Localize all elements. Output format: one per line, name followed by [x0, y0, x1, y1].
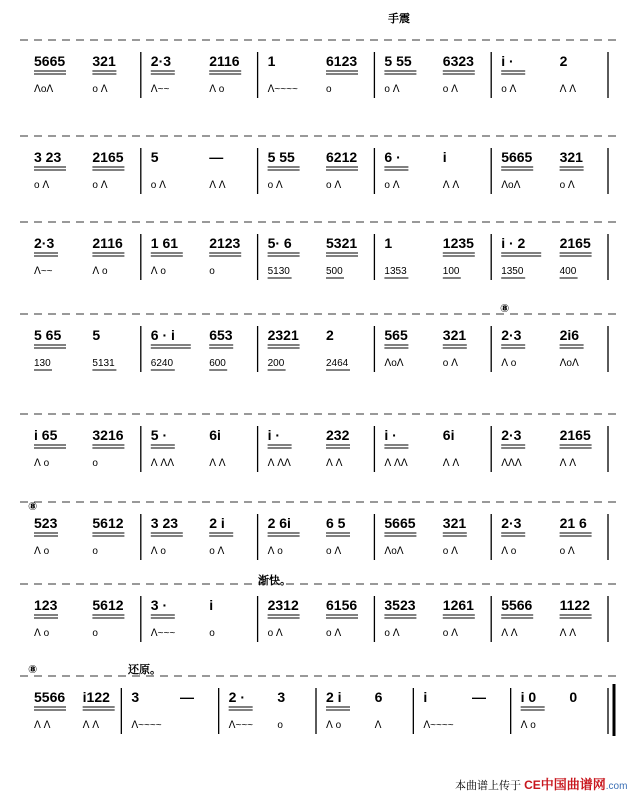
- note-group: 3216: [92, 427, 124, 443]
- technique-mark: ᐱ o: [34, 458, 50, 469]
- note-group: 321: [442, 515, 467, 531]
- note-group: 6: [374, 689, 383, 705]
- technique-mark: ᐱ o: [501, 546, 517, 557]
- note-group: i: [209, 597, 214, 613]
- note-group: 123: [34, 597, 58, 613]
- note-group: 3 ·: [150, 597, 168, 613]
- note-group: 5566: [34, 689, 66, 705]
- technique-mark: o ᐱ: [150, 180, 166, 191]
- site-logo-icon: CE: [524, 778, 541, 792]
- technique-mark: 5131: [92, 358, 115, 369]
- note-group: 2·3: [34, 235, 55, 251]
- technique-mark: ᐱ~~~~: [423, 720, 454, 731]
- technique-mark: 600: [209, 358, 226, 369]
- technique-mark: o ᐱ: [267, 628, 283, 639]
- technique-mark: ᐱ o: [501, 358, 517, 369]
- note-group: i ·: [384, 427, 397, 443]
- note-group: 565: [384, 327, 408, 343]
- note-group: 2165: [92, 149, 124, 165]
- technique-mark: ᐱ ᐱᐱ: [267, 458, 291, 469]
- note-group: 1: [267, 53, 276, 69]
- note-group: 6156: [326, 597, 358, 613]
- technique-mark: o ᐱ: [442, 84, 458, 95]
- note-group: 1235: [442, 235, 474, 251]
- note-group: 6123: [326, 53, 358, 69]
- note-group: 3: [277, 689, 286, 705]
- technique-mark: ᐱ ᐱ: [442, 180, 460, 191]
- technique-mark: o: [209, 628, 215, 639]
- note-group: 2i6: [559, 327, 580, 343]
- technique-mark: ᐱᐱᐱ: [501, 458, 522, 469]
- technique-mark: ᐱ o: [34, 546, 50, 557]
- note-group: 653: [209, 327, 233, 343]
- technique-mark: ᐱ~~: [34, 266, 53, 277]
- technique-mark: o ᐱ: [34, 180, 50, 191]
- note-group: 232: [326, 427, 350, 443]
- note-group: i 0: [520, 689, 537, 705]
- technique-mark: 1353: [384, 266, 407, 277]
- note-group: 5: [92, 327, 101, 343]
- note-group: 6212: [326, 149, 358, 165]
- technique-mark: ᐱ o: [267, 546, 283, 557]
- uploaded-label: 本曲谱上传于: [455, 780, 521, 792]
- note-group: 6 5: [326, 515, 346, 531]
- technique-mark: o ᐱ: [384, 84, 400, 95]
- note-group: 1: [384, 235, 393, 251]
- technique-mark: ᐱ ᐱ: [209, 180, 226, 191]
- note-group: 5 55: [384, 53, 412, 69]
- note-group: 321: [92, 53, 116, 69]
- note-group: i 65: [34, 427, 58, 443]
- technique-mark: ᐱ ᐱᐱ: [384, 458, 408, 469]
- note-group: 1122: [559, 597, 590, 613]
- note-group: 523: [34, 515, 58, 531]
- technique-mark: 6240: [150, 358, 174, 369]
- technique-mark: o ᐱ: [442, 546, 458, 557]
- site-name: 中国曲谱网: [540, 777, 606, 792]
- technique-mark: o ᐱ: [384, 180, 400, 191]
- technique-mark: ᐱ ᐱᐱ: [150, 458, 175, 469]
- note-group: 2312: [267, 597, 299, 613]
- note-group: 2 i: [326, 689, 342, 705]
- note-group: 2: [559, 53, 568, 69]
- technique-mark: o ᐱ: [501, 84, 517, 95]
- note-group: i: [442, 149, 447, 165]
- note-group: 1 61: [150, 235, 179, 251]
- technique-mark: ᐱoᐱ: [559, 358, 579, 369]
- technique-mark: ᐱ ᐱ: [559, 458, 577, 469]
- technique-mark: 1350: [501, 266, 524, 277]
- technique-mark: o ᐱ: [442, 628, 458, 639]
- note-group: 6 · i: [150, 327, 175, 343]
- technique-mark: ᐱ: [374, 720, 382, 731]
- technique-mark: ᐱ ᐱ: [209, 458, 226, 469]
- technique-mark: ᐱ ᐱ: [442, 458, 460, 469]
- note-group: i ·: [501, 53, 514, 69]
- note-group: 6323: [442, 53, 474, 69]
- note-group: 3 23: [150, 515, 179, 531]
- annotation-text: 还原。: [128, 664, 161, 676]
- annotation-text: ⑧: [28, 501, 38, 513]
- technique-mark: 2464: [326, 358, 349, 369]
- note-group: 3: [131, 689, 140, 705]
- note-group: 1261: [442, 597, 474, 613]
- technique-mark: o ᐱ: [326, 180, 342, 191]
- note-group: 2: [326, 327, 334, 343]
- technique-mark: ᐱ ᐱ: [326, 458, 343, 469]
- technique-mark: o ᐱ: [559, 546, 575, 557]
- technique-mark: o ᐱ: [92, 180, 108, 191]
- technique-mark: o ᐱ: [209, 546, 225, 557]
- note-group: 5 ·: [150, 427, 168, 443]
- note-group: 2 ·: [228, 689, 246, 705]
- technique-mark: 500: [326, 266, 343, 277]
- technique-mark: ᐱoᐱ: [384, 546, 404, 557]
- note-group: —: [472, 689, 486, 705]
- technique-mark: ᐱ ᐱ: [559, 628, 577, 639]
- technique-mark: ᐱ o: [92, 266, 108, 277]
- note-group: 2165: [559, 235, 591, 251]
- note-group: 5· 6: [267, 235, 292, 251]
- technique-mark: o ᐱ: [267, 180, 283, 191]
- note-group: 2165: [559, 427, 591, 443]
- technique-mark: ᐱ o: [150, 266, 166, 277]
- technique-mark: ᐱ ᐱ: [82, 720, 100, 731]
- note-group: i ·: [267, 427, 281, 443]
- note-group: 5665: [384, 515, 416, 531]
- note-group: i · 2: [501, 235, 526, 251]
- technique-mark: o ᐱ: [559, 180, 575, 191]
- note-group: 5612: [92, 515, 124, 531]
- technique-mark: o ᐱ: [326, 546, 342, 557]
- note-group: 6 ·: [384, 149, 401, 165]
- technique-mark: 200: [267, 358, 285, 369]
- note-group: 3523: [384, 597, 416, 613]
- note-group: 3 23: [34, 149, 62, 165]
- annotation-text: 手震: [388, 13, 410, 25]
- technique-mark: ᐱ o: [520, 720, 536, 731]
- note-group: 2 6i: [267, 515, 291, 531]
- technique-mark: ᐱ o: [209, 84, 225, 95]
- note-group: 0: [569, 689, 578, 705]
- note-group: —: [209, 149, 224, 165]
- site-domain: .com: [605, 781, 628, 792]
- footer-credit: [455, 774, 635, 796]
- note-group: 2116: [209, 53, 240, 69]
- note-group: 6i: [209, 427, 221, 443]
- annotation-text: 渐快。: [258, 575, 291, 587]
- technique-mark: ᐱ~~~: [228, 720, 254, 731]
- note-group: 5 65: [34, 327, 62, 343]
- technique-mark: o ᐱ: [384, 628, 400, 639]
- technique-mark: 130: [34, 358, 51, 369]
- note-group: 2 i: [209, 515, 225, 531]
- note-group: 2116: [92, 235, 123, 251]
- note-group: i122: [82, 689, 110, 705]
- technique-mark: o: [92, 628, 98, 639]
- note-group: 2·3: [501, 515, 522, 531]
- note-group: 5: [150, 149, 159, 165]
- technique-mark: ᐱ o: [34, 628, 50, 639]
- technique-mark: o: [209, 266, 215, 277]
- technique-mark: o: [326, 84, 332, 95]
- technique-mark: ᐱ ᐱ: [501, 628, 518, 639]
- technique-mark: 100: [442, 266, 460, 277]
- technique-mark: o: [277, 720, 283, 731]
- note-group: 321: [559, 149, 583, 165]
- note-group: 5612: [92, 597, 124, 613]
- note-group: 5 55: [267, 149, 295, 165]
- technique-mark: ᐱ o: [150, 546, 166, 557]
- technique-mark: o ᐱ: [326, 628, 342, 639]
- note-group: 6i: [442, 427, 455, 443]
- note-group: 2·3: [150, 53, 172, 69]
- technique-mark: o: [92, 458, 98, 469]
- technique-mark: ᐱ o: [326, 720, 342, 731]
- annotation-text: ⑧: [500, 303, 510, 315]
- note-group: 2123: [209, 235, 241, 251]
- note-group: 2321: [267, 327, 299, 343]
- note-group: 5665: [501, 149, 533, 165]
- technique-mark: ᐱ~~: [150, 84, 170, 95]
- technique-mark: ᐱoᐱ: [384, 358, 404, 369]
- technique-mark: ᐱoᐱ: [34, 84, 54, 95]
- technique-mark: ᐱoᐱ: [501, 180, 521, 191]
- annotation-text: ⑧: [28, 664, 38, 676]
- note-group: —: [180, 689, 194, 705]
- note-group: 5321: [326, 235, 358, 251]
- technique-mark: ᐱ~~~~: [267, 84, 298, 95]
- technique-mark: o ᐱ: [92, 84, 108, 95]
- note-group: i: [423, 689, 428, 705]
- technique-mark: 5130: [267, 266, 290, 277]
- technique-mark: o: [92, 546, 98, 557]
- note-group: 2·3: [501, 327, 522, 343]
- technique-mark: 400: [559, 266, 577, 277]
- note-group: 21 6: [559, 515, 587, 531]
- note-group: 5665: [34, 53, 66, 69]
- technique-mark: ᐱ~~~: [150, 628, 176, 639]
- note-group: 321: [442, 327, 467, 343]
- technique-mark: ᐱ ᐱ: [559, 84, 577, 95]
- note-group: 2·3: [501, 427, 522, 443]
- technique-mark: o ᐱ: [442, 358, 458, 369]
- technique-mark: ᐱ~~~~: [131, 720, 162, 731]
- note-group: 5566: [501, 597, 533, 613]
- technique-mark: ᐱ ᐱ: [34, 720, 51, 731]
